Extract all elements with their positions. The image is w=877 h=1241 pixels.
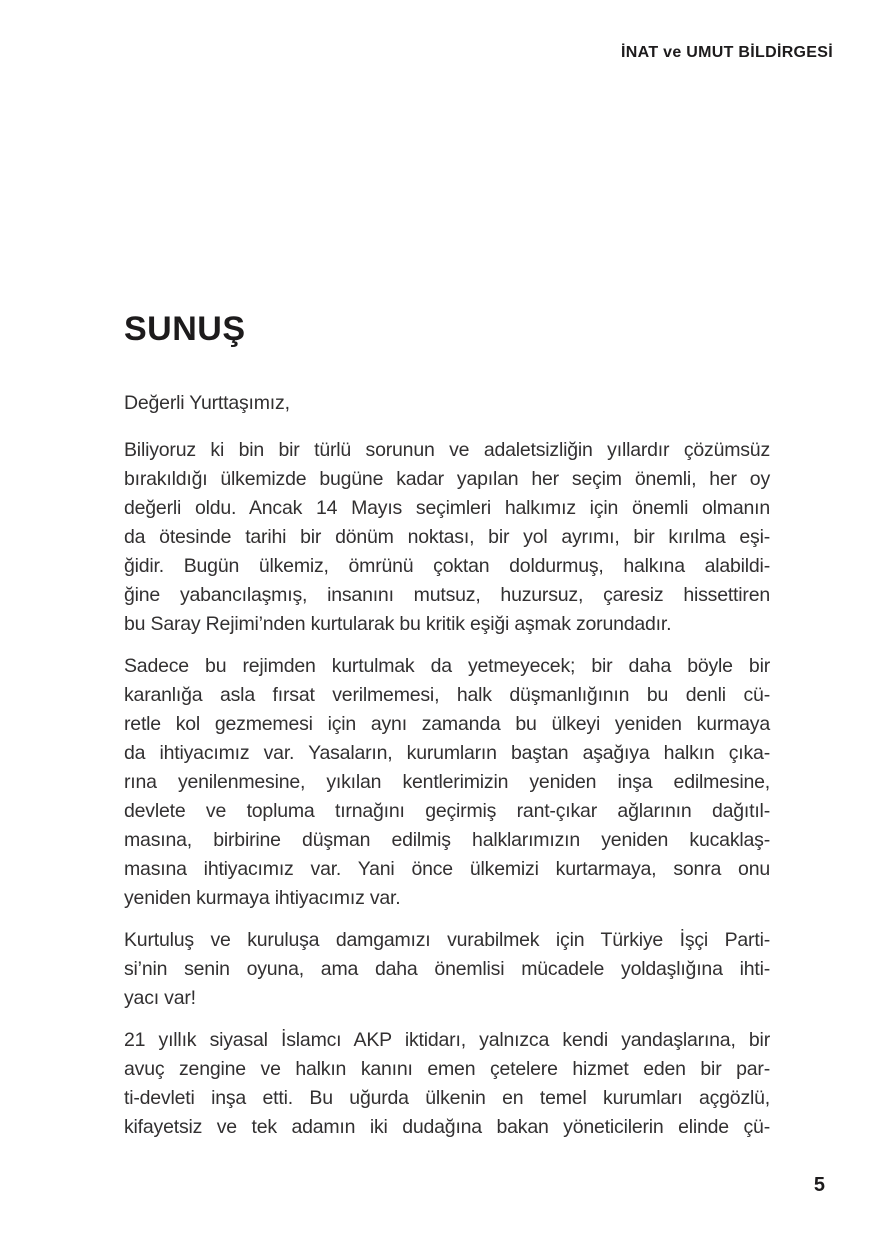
text-line: Biliyoruz ki bin bir türlü sorunun ve adaletsizliğin yıllardır çözümsüz [124, 439, 770, 461]
salutation-line: Değerli Yurttaşımız, [124, 392, 290, 414]
running-header: İNAT ve UMUT BİLDİRGESİ [621, 44, 833, 61]
text-line: bırakıldığı ülkemizde bugüne kadar yapılan her seçim önemli, her oy [124, 468, 770, 490]
paragraphs-container [124, 436, 770, 1142]
text-line: Kurtuluş ve kuruluşa damgamızı vurabilmek için Türkiye İşçi Parti- [124, 929, 770, 951]
text-line: ğidir. Bugün ülkemiz, ömrünü çoktan doldurmuş, halkına alabildi- [124, 555, 770, 577]
text-line: 21 yıllık siyasal İslamcı AKP iktidarı, yalnızca kendi yandaşlarına, bir [124, 1029, 770, 1051]
text-line: da ihtiyacımız var. Yasaların, kurumların baştan aşağıya halkın çıka- [124, 742, 770, 764]
paragraph [124, 926, 770, 1013]
page-title: SUNUŞ [124, 310, 246, 348]
text-line: değerli oldu. Ancak 14 Mayıs seçimleri halkımız için önemli olmanın [124, 497, 770, 519]
text-line: karanlığa asla fırsat verilmemesi, halk düşmanlığının bu denli cü- [124, 684, 770, 706]
text-line: Sadece bu rejimden kurtulmak da yetmeyecek; bir daha böyle bir [124, 655, 770, 677]
text-line: da ötesinde tarihi bir dönüm noktası, bir yol ayrımı, bir kırılma eşi- [124, 526, 770, 548]
text-line: retle kol gezmemesi için aynı zamanda bu ülkeyi yeniden kurmaya [124, 713, 770, 735]
paragraph [124, 1026, 770, 1142]
paragraph [124, 436, 770, 639]
text-line: yeniden kurmaya ihtiyacımız var. [124, 887, 401, 909]
text-line: masına ihtiyacımız var. Yani önce ülkemizi kurtarmaya, sonra onu [124, 858, 770, 880]
body-text [124, 389, 770, 1155]
text-line: bu Saray Rejimi’nden kurtularak bu kritik eşiği aşmak zorundadır. [124, 613, 672, 635]
paragraph [124, 652, 770, 913]
text-line: masına, birbirine düşman edilmiş halklarımızın yeniden kucaklaş- [124, 829, 770, 851]
text-line: devlete ve topluma tırnağını geçirmiş rant-çıkar ağlarının dağıtıl- [124, 800, 770, 822]
text-line: si’nin senin oyuna, ama daha önemlisi mücadele yoldaşlığına ihti- [124, 958, 770, 980]
text-line: yacı var! [124, 987, 196, 1009]
text-line: kifayetsiz ve tek adamın iki dudağına bakan yöneticilerin elinde çü- [124, 1116, 770, 1138]
text-line: rına yenilenmesine, yıkılan kentlerimizin yeniden inşa edilmesine, [124, 771, 770, 793]
text-line: ti-devleti inşa etti. Bu uğurda ülkenin en temel kurumları açgözlü, [124, 1087, 770, 1109]
text-line: avuç zengine ve halkın kanını emen çetelere hizmet eden bir par- [124, 1058, 770, 1080]
page-number: 5 [813, 1174, 825, 1196]
text-line: ğine yabancılaşmış, insanını mutsuz, huzursuz, çaresiz hissettiren [124, 584, 770, 606]
